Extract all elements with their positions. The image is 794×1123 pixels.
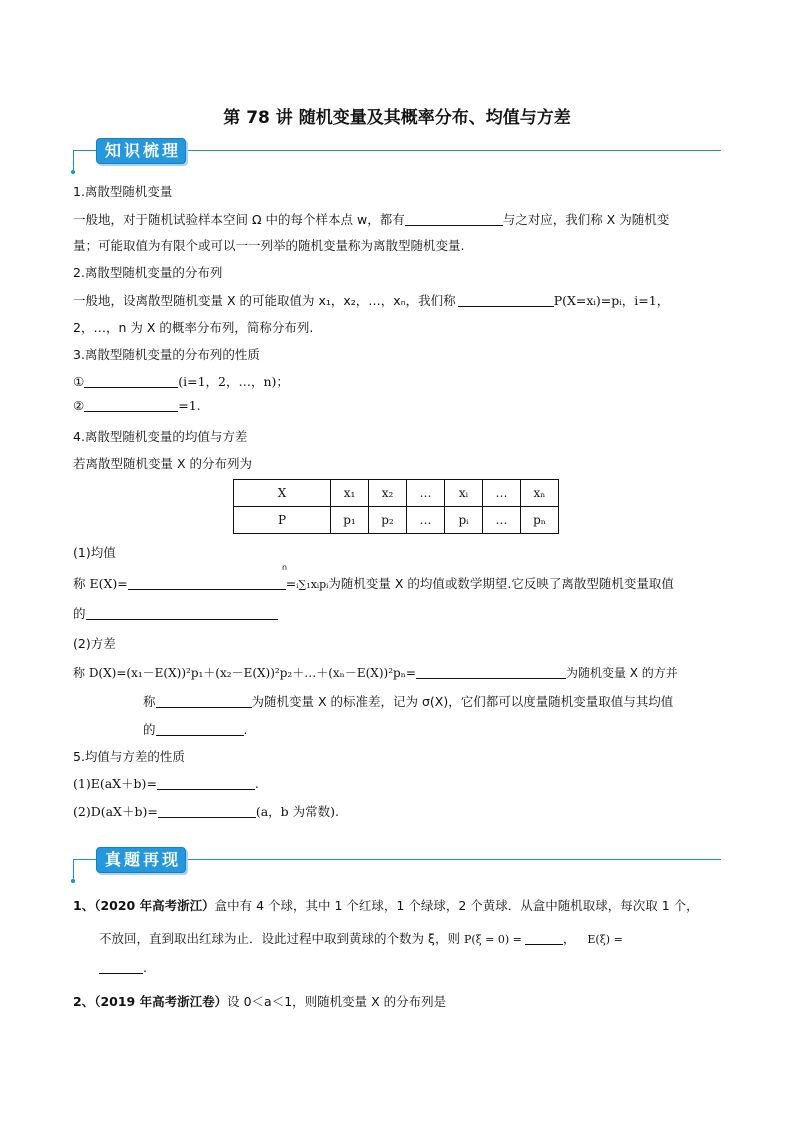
- section-rule-vertical: [73, 859, 74, 881]
- distribution-table: [233, 479, 559, 534]
- formula: (1)E(aX＋b)=: [73, 776, 157, 791]
- heading-4: 4.离散型随机变量的均值与方差: [73, 429, 248, 444]
- formula: 称 E(X)=: [73, 576, 128, 591]
- fill-blank: [458, 294, 554, 307]
- page-title: 第 78 讲 随机变量及其概率分布、均值与方差: [223, 108, 571, 128]
- fill-blank: [84, 375, 178, 388]
- table-cell: …: [407, 480, 445, 507]
- marker: ①: [73, 374, 85, 389]
- fill-blank: [84, 399, 178, 412]
- section-rule-vertical: [73, 150, 74, 172]
- paragraph-4: 若离散型随机变量 X 的分布列为: [73, 456, 253, 471]
- formula: P(X=xᵢ)=pᵢ，i=1，: [553, 293, 670, 308]
- table-row: [234, 480, 559, 507]
- property-1: [73, 372, 289, 390]
- property-variance-linear: [73, 802, 339, 820]
- property-2: [73, 398, 201, 413]
- question-1: [73, 896, 699, 914]
- formula: E(ξ) =: [587, 933, 623, 946]
- text: .: [143, 960, 147, 975]
- text: 的: [143, 722, 156, 737]
- formula: (2)D(aX＋b)=: [73, 804, 158, 819]
- question-number: 1、: [73, 898, 95, 913]
- question-number: 2、: [73, 994, 95, 1009]
- heading-variance: (2)方差: [73, 636, 116, 651]
- text: 的: [73, 606, 86, 621]
- fill-blank: [405, 213, 503, 226]
- paragraph-variance-cont: [143, 692, 673, 710]
- question-2: [73, 992, 446, 1010]
- table-cell: xᵢ: [445, 480, 483, 507]
- marker: ②: [73, 398, 85, 413]
- text: 与之对应，我们称 X 为随机变: [502, 212, 670, 227]
- paragraph-1-cont: 量；可能取值为有限个或可以一一列举的随机变量称为离散型随机变量.: [73, 238, 465, 253]
- sum-upper-limit: n: [282, 563, 288, 572]
- table-cell: p₂: [369, 507, 407, 534]
- paragraph-2: [73, 291, 669, 309]
- heading-2: 2.离散型随机变量的分布列: [73, 265, 223, 280]
- fill-blank: [128, 577, 286, 590]
- formula: =1.: [178, 398, 201, 413]
- table-cell: xₙ: [521, 480, 559, 507]
- fill-blank: [99, 961, 143, 974]
- heading-5: 5.均值与方差的性质: [73, 749, 185, 764]
- text: 称: [143, 694, 156, 709]
- heading-1: 1.离散型随机变量: [73, 184, 173, 199]
- text: 为随机变量 X 的均值或数学期望.它反映了离散型随机变量取值: [328, 576, 674, 591]
- paragraph-2-cont: 2，…，n 为 X 的概率分布列，简称分布列.: [73, 320, 314, 335]
- paragraph-mean-cont: [73, 604, 278, 622]
- table-cell: pₙ: [521, 507, 559, 534]
- paragraph-1: [73, 210, 669, 228]
- text: 一般地，对于随机试验样本空间 Ω 中的每个样本点 w，都有: [73, 212, 405, 227]
- section-badge-past-exams: 真题再现: [96, 847, 186, 873]
- table-cell: …: [407, 507, 445, 534]
- fill-blank: [416, 666, 566, 679]
- fill-blank: [525, 932, 563, 945]
- table-cell: P: [234, 507, 331, 534]
- table-row: [234, 507, 559, 534]
- question-1-end: [99, 960, 147, 975]
- paragraph-variance-end: [143, 720, 248, 738]
- text: 盒中有 4 个球，其中 1 个红球，1 个绿球，2 个黄球．从盒中随机取球，每次取 1 个，: [214, 898, 699, 913]
- section-dot: [71, 170, 75, 174]
- formula: (i=1，2，…，n)；: [178, 374, 289, 389]
- formula: 称 D(X)=(x₁－E(X))²p₁＋(x₂－E(X))²p₂＋…＋(xₙ－E(X))²pₙ=: [73, 666, 416, 680]
- table-cell: p₁: [331, 507, 369, 534]
- text: ，: [562, 931, 576, 946]
- text: =: [285, 576, 297, 591]
- table-cell: x₁: [331, 480, 369, 507]
- table-cell: X: [234, 480, 331, 507]
- section-dot: [71, 879, 75, 883]
- fill-blank: [158, 805, 256, 818]
- text: 不放回，直到取出红球为止．设此过程中取到黄球的个数为 ξ，则: [99, 931, 460, 946]
- fill-blank: [156, 723, 244, 736]
- text: (a，b 为常数).: [255, 804, 339, 819]
- text: 为随机变量 X 的方并: [565, 666, 678, 680]
- fill-blank: [156, 695, 252, 708]
- text: 设 0＜a＜1，则随机变量 X 的分布列是: [227, 994, 447, 1009]
- text: 为随机变量 X 的标准差，记为 σ(X)，它们都可以度量随机变量取值与其均值: [251, 694, 674, 709]
- table-cell: pᵢ: [445, 507, 483, 534]
- table-cell: …: [483, 507, 521, 534]
- heading-mean: (1)均值: [73, 545, 116, 560]
- text: .: [243, 722, 248, 737]
- formula: P(ξ = 0) =: [463, 933, 522, 946]
- table-cell: x₂: [369, 480, 407, 507]
- paragraph-variance: [73, 664, 678, 681]
- table-cell: …: [483, 480, 521, 507]
- text: 一般地，设离散型随机变量 X 的可能取值为 x₁，x₂，…，xₙ，我们称: [73, 293, 456, 308]
- heading-3: 3.离散型随机变量的分布列的性质: [73, 347, 260, 362]
- fill-blank: [86, 607, 278, 620]
- section-badge-knowledge: 知识梳理: [96, 138, 186, 164]
- fill-blank: [157, 777, 255, 790]
- paragraph-mean: [73, 574, 674, 592]
- question-source: （2019 年高考浙江卷）: [94, 994, 228, 1009]
- text: .: [254, 776, 259, 791]
- question-1-cont: [99, 929, 623, 947]
- sum-formula: ᵢ∑₁xᵢpᵢ: [296, 578, 329, 591]
- question-source: （2020 年高考浙江）: [94, 898, 215, 913]
- property-mean-linear: [73, 774, 259, 792]
